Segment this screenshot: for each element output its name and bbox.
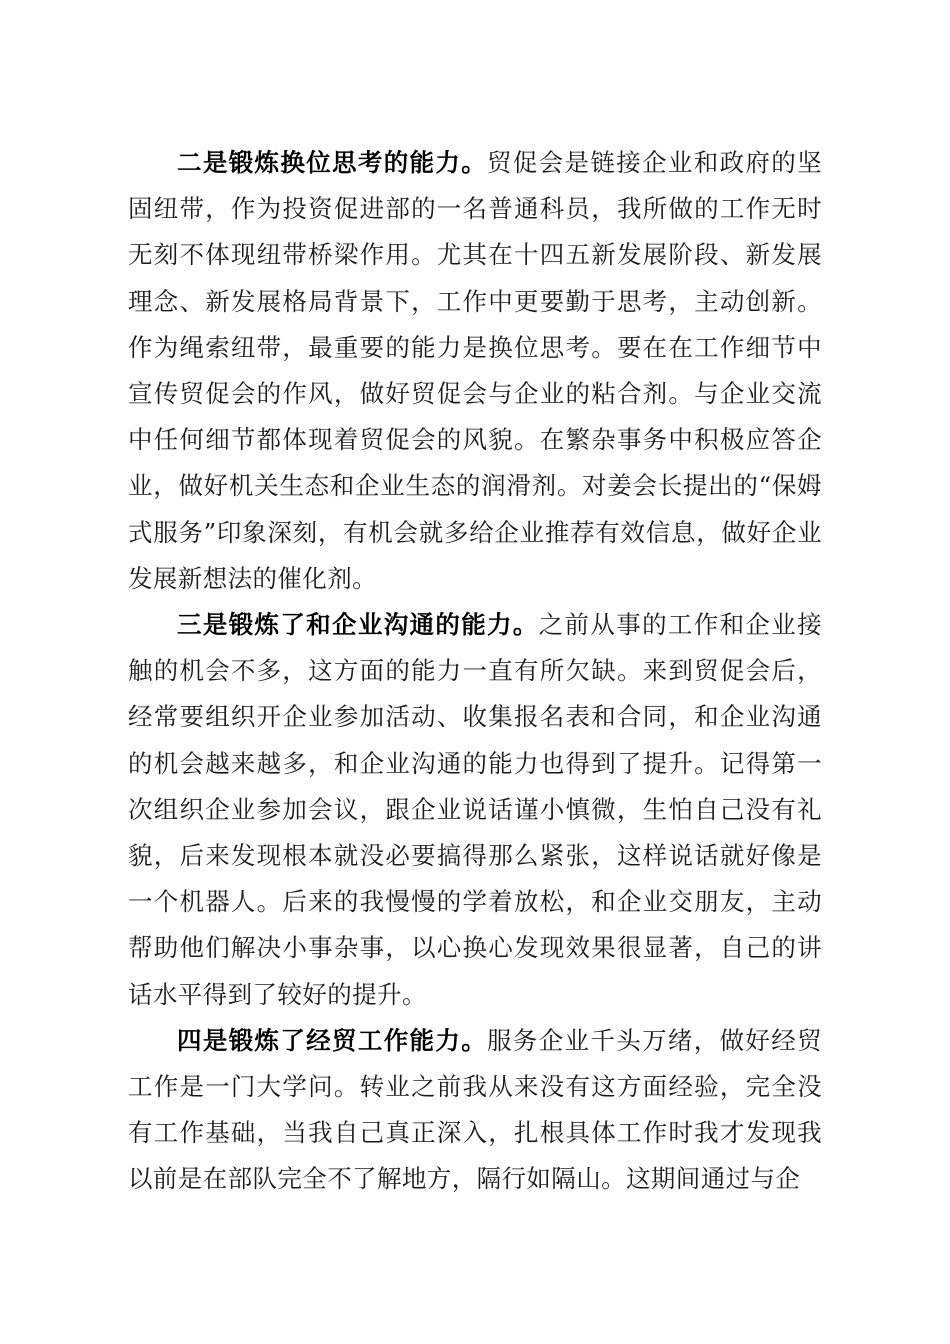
paragraph-text: 之前从事的工作和企业接触的机会不多，这方面的能力一直有所欠缺。来到贸促会后，经常要组织开企业参加活动、收集报名表和合同，和企业沟通的机会越来越多，和企业沟通的能力也得到了提升。记得第一次组织企业参加会议，跟企业说话谨小慎微，生怕自己没有礼貌，后来发现根本就没必要搞得那么紧张，这样说话就好像是一个机器人。后来的我慢慢的学着放松，和企业交朋友，主动帮助他们解决小事杂事，以心换心发现效果很显著，自己的讲话水平得到了较好的提升。 — [128, 610, 822, 1009]
paragraph-enterprise-communication — [128, 602, 822, 1018]
paragraph-heading: 四是锻炼了经贸工作能力。 — [177, 1025, 488, 1055]
paragraph-heading: 二是锻炼换位思考的能力。 — [177, 148, 488, 177]
paragraph-trade-work — [128, 1018, 822, 1203]
document-body — [128, 140, 822, 1203]
paragraph-text: 服务企业千头万绪，做好经贸工作是一门大学问。转业之前我从来没有这方面经验，完全没有工作基础，当我自己真正深入，扎根具体工作时我才发现我以前是在部队完全不了解地方，隔行如隔山。这期间通过与企 — [128, 1025, 822, 1194]
paragraph-text: 贸促会是链接企业和政府的坚固纽带，作为投资促进部的一名普通科员，我所做的工作无时无刻不体现纽带桥梁作用。尤其在十四五新发展阶段、新发展理念、新发展格局背景下，工作中更要勤于思考，主动创新。作为绳索纽带，最重要的能力是换位思考。要在在工作细节中宣传贸促会的作风，做好贸促会与企业的粘合剂。与企业交流中任何细节都体现着贸促会的风貌。在繁杂事务中积极应答企业，做好机关生态和企业生态的润滑剂。对姜会长提出的“保姆式服务”印象深刻，有机会就多给企业推荐有效信息，做好企业发展新想法的催化剂。 — [128, 148, 822, 593]
paragraph-perspective-thinking — [128, 140, 822, 602]
paragraph-heading: 三是锻炼了和企业沟通的能力。 — [177, 610, 539, 640]
